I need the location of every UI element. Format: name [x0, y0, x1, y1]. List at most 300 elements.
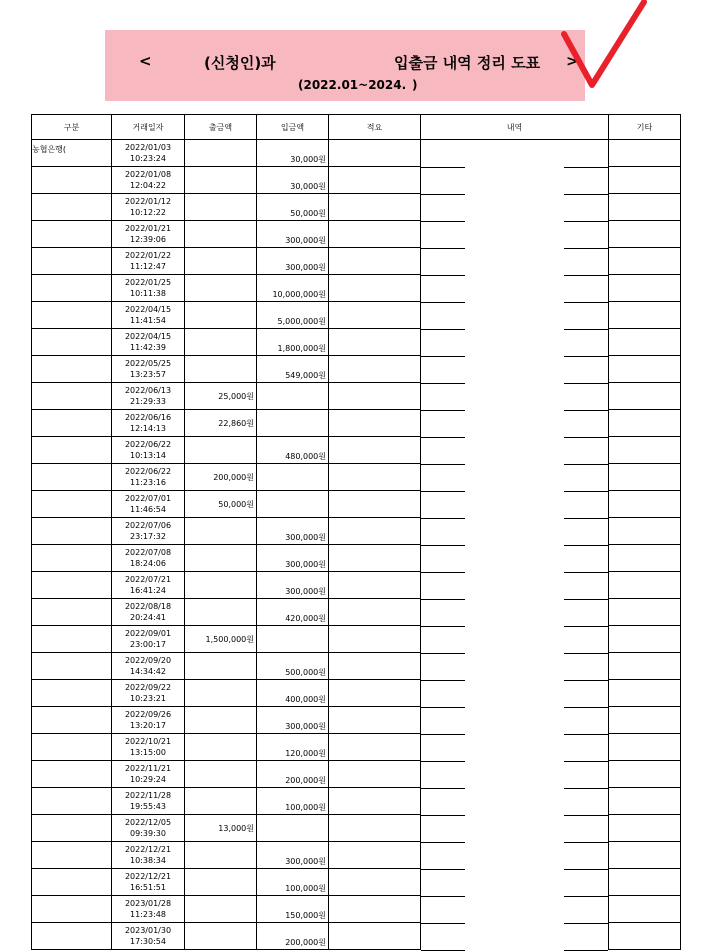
summary-cell: [329, 329, 421, 356]
category-cell: [32, 329, 112, 356]
details-cell: [421, 464, 609, 491]
table-row: [32, 788, 681, 815]
date-cell: [112, 518, 185, 545]
other-cell: [609, 653, 681, 680]
withdrawal-cell: [185, 869, 257, 896]
details-cell: [421, 302, 609, 329]
category-cell: [32, 572, 112, 599]
summary-cell: [329, 815, 421, 842]
deposit-cell: 300,000원: [257, 572, 329, 599]
date-cell: [112, 707, 185, 734]
date-value: 2022/04/15: [124, 332, 172, 341]
summary-cell: [329, 734, 421, 761]
summary-cell: [329, 923, 421, 950]
table-header-row: [32, 115, 681, 140]
date-value: 2022/06/22: [124, 440, 172, 449]
deposit-cell: 50,000원: [257, 194, 329, 221]
summary-cell: [329, 356, 421, 383]
table-row: [32, 707, 681, 734]
details-underline-right: [564, 950, 608, 951]
details-cell: [421, 572, 609, 599]
time-value: 11:12:47: [130, 262, 166, 271]
summary-cell: [329, 626, 421, 653]
table-row: [32, 815, 681, 842]
date-cell: [112, 302, 185, 329]
deposit-cell: 30,000원: [257, 140, 329, 167]
date-value: 2022/01/25: [124, 278, 172, 287]
table-row: [32, 356, 681, 383]
col-header-withdrawal: 출금액: [185, 115, 257, 140]
deposit-cell: 150,000원: [257, 896, 329, 923]
deposit-cell: 400,000원: [257, 680, 329, 707]
category-cell: [32, 356, 112, 383]
summary-cell: [329, 167, 421, 194]
date-value: 2022/12/21: [124, 845, 172, 854]
withdrawal-cell: [185, 680, 257, 707]
time-value: 09:39:30: [130, 829, 166, 838]
category-cell: [32, 302, 112, 329]
summary-cell: [329, 194, 421, 221]
date-cell: [112, 572, 185, 599]
date-cell: [112, 923, 185, 950]
details-cell: [421, 869, 609, 896]
details-cell: [421, 788, 609, 815]
date-cell: [112, 869, 185, 896]
table-row: [32, 329, 681, 356]
summary-cell: [329, 248, 421, 275]
other-cell: [609, 248, 681, 275]
other-cell: [609, 518, 681, 545]
deposit-cell: 300,000원: [257, 221, 329, 248]
category-cell: [32, 761, 112, 788]
category-cell: [32, 707, 112, 734]
category-cell: [32, 626, 112, 653]
other-cell: [609, 815, 681, 842]
summary-cell: [329, 869, 421, 896]
details-cell: [421, 275, 609, 302]
withdrawal-cell: [185, 437, 257, 464]
time-value: 10:11:38: [130, 289, 166, 298]
withdrawal-cell: [185, 788, 257, 815]
time-value: 13:23:57: [130, 370, 166, 379]
date-value: 2022/07/06: [124, 521, 172, 530]
withdrawal-cell: [185, 545, 257, 572]
date-cell: [112, 761, 185, 788]
time-value: 10:23:24: [130, 154, 166, 163]
other-cell: [609, 599, 681, 626]
withdrawal-cell: [185, 248, 257, 275]
time-value: 14:34:42: [130, 667, 166, 676]
details-cell: [421, 680, 609, 707]
table-row: [32, 869, 681, 896]
other-cell: [609, 437, 681, 464]
category-cell: [32, 275, 112, 302]
category-cell: [32, 248, 112, 275]
category-cell: [32, 869, 112, 896]
table-row: [32, 410, 681, 437]
summary-cell: [329, 383, 421, 410]
table-row: [32, 842, 681, 869]
other-cell: [609, 167, 681, 194]
withdrawal-cell: [185, 842, 257, 869]
details-cell: [421, 167, 609, 194]
transaction-table: [31, 114, 681, 950]
date-cell: [112, 221, 185, 248]
title-close-bracket: >: [566, 52, 579, 70]
deposit-cell: 5,000,000원: [257, 302, 329, 329]
withdrawal-cell: 200,000원: [185, 464, 257, 491]
date-value: 2022/08/18: [124, 602, 172, 611]
summary-cell: [329, 518, 421, 545]
summary-cell: [329, 680, 421, 707]
date-value: 2022/04/15: [124, 305, 172, 314]
deposit-cell: [257, 815, 329, 842]
summary-cell: [329, 302, 421, 329]
other-cell: [609, 194, 681, 221]
summary-cell: [329, 896, 421, 923]
date-cell: [112, 626, 185, 653]
deposit-cell: 200,000원: [257, 761, 329, 788]
other-cell: [609, 869, 681, 896]
other-cell: [609, 275, 681, 302]
summary-cell: [329, 761, 421, 788]
withdrawal-cell: [185, 653, 257, 680]
time-value: 11:41:54: [130, 316, 166, 325]
summary-cell: [329, 464, 421, 491]
date-cell: [112, 545, 185, 572]
summary-cell: [329, 545, 421, 572]
date-value: 2022/07/01: [124, 494, 172, 503]
details-cell: [421, 626, 609, 653]
details-cell: [421, 761, 609, 788]
other-cell: [609, 896, 681, 923]
date-cell: [112, 842, 185, 869]
category-cell: [32, 518, 112, 545]
time-value: 12:04:22: [130, 181, 166, 190]
details-cell: [421, 734, 609, 761]
time-value: 17:30:54: [130, 937, 166, 946]
date-value: 2022/09/26: [124, 710, 172, 719]
category-cell: [32, 896, 112, 923]
withdrawal-cell: 13,000원: [185, 815, 257, 842]
deposit-cell: 120,000원: [257, 734, 329, 761]
category-cell: [32, 194, 112, 221]
date-cell: [112, 680, 185, 707]
time-value: 23:00:17: [130, 640, 166, 649]
date-value: 2023/01/30: [124, 926, 172, 935]
withdrawal-cell: 25,000원: [185, 383, 257, 410]
other-cell: [609, 410, 681, 437]
category-cell: [32, 599, 112, 626]
summary-cell: [329, 491, 421, 518]
details-cell: [421, 491, 609, 518]
category-cell: [32, 437, 112, 464]
withdrawal-cell: [185, 599, 257, 626]
deposit-cell: 30,000원: [257, 167, 329, 194]
summary-cell: [329, 653, 421, 680]
other-cell: [609, 302, 681, 329]
details-cell: [421, 194, 609, 221]
details-cell: [421, 518, 609, 545]
withdrawal-cell: [185, 356, 257, 383]
time-value: 16:41:24: [130, 586, 166, 595]
table-row: [32, 923, 681, 950]
deposit-cell: [257, 626, 329, 653]
category-cell: [32, 491, 112, 518]
withdrawal-cell: [185, 194, 257, 221]
title-open-bracket: <: [139, 52, 152, 70]
table-row: [32, 680, 681, 707]
withdrawal-cell: 22,860원: [185, 410, 257, 437]
deposit-cell: [257, 464, 329, 491]
withdrawal-cell: [185, 329, 257, 356]
deposit-cell: [257, 383, 329, 410]
other-cell: [609, 464, 681, 491]
details-cell: [421, 410, 609, 437]
category-cell: [32, 545, 112, 572]
deposit-cell: 480,000원: [257, 437, 329, 464]
date-cell: [112, 815, 185, 842]
time-value: 10:29:24: [130, 775, 166, 784]
other-cell: [609, 626, 681, 653]
category-cell: [32, 842, 112, 869]
time-value: 10:13:14: [130, 451, 166, 460]
date-value: 2022/06/22: [124, 467, 172, 476]
deposit-cell: 300,000원: [257, 518, 329, 545]
withdrawal-cell: [185, 707, 257, 734]
category-cell: [32, 734, 112, 761]
col-header-deposit: 입금액: [257, 115, 329, 140]
date-cell: [112, 464, 185, 491]
col-header-summary: 적요: [329, 115, 421, 140]
time-value: 12:39:06: [130, 235, 166, 244]
date-value: 2022/12/05: [124, 818, 172, 827]
deposit-cell: 100,000원: [257, 788, 329, 815]
other-cell: [609, 707, 681, 734]
summary-cell: [329, 140, 421, 167]
deposit-cell: 500,000원: [257, 653, 329, 680]
table-row: [32, 167, 681, 194]
time-value: 12:14:13: [130, 424, 166, 433]
details-cell: [421, 356, 609, 383]
details-cell: [421, 140, 609, 167]
deposit-cell: 300,000원: [257, 248, 329, 275]
time-value: 23:17:32: [130, 532, 166, 541]
other-cell: [609, 383, 681, 410]
period-close: ): [412, 78, 418, 92]
deposit-cell: 300,000원: [257, 842, 329, 869]
other-cell: [609, 734, 681, 761]
date-value: 2022/05/25: [124, 359, 172, 368]
other-cell: [609, 923, 681, 950]
other-cell: [609, 545, 681, 572]
other-cell: [609, 491, 681, 518]
date-value: 2022/10/21: [124, 737, 172, 746]
date-value: 2022/07/08: [124, 548, 172, 557]
date-cell: [112, 599, 185, 626]
time-value: 10:23:21: [130, 694, 166, 703]
withdrawal-cell: 1,500,000원: [185, 626, 257, 653]
other-cell: [609, 842, 681, 869]
table-row: [32, 221, 681, 248]
deposit-cell: 200,000원: [257, 923, 329, 950]
time-value: 13:15:00: [130, 748, 166, 757]
withdrawal-cell: [185, 761, 257, 788]
col-header-category: 구분: [32, 115, 112, 140]
time-value: 19:55:43: [130, 802, 166, 811]
time-value: 11:23:48: [130, 910, 166, 919]
details-cell: [421, 329, 609, 356]
withdrawal-cell: [185, 221, 257, 248]
deposit-cell: [257, 491, 329, 518]
details-cell: [421, 653, 609, 680]
withdrawal-cell: [185, 734, 257, 761]
category-cell: [32, 680, 112, 707]
date-value: 2022/06/16: [124, 413, 172, 422]
time-value: 11:42:39: [130, 343, 166, 352]
summary-cell: [329, 437, 421, 464]
withdrawal-cell: 50,000원: [185, 491, 257, 518]
table-row: [32, 599, 681, 626]
date-value: 2022/01/21: [124, 224, 172, 233]
table-row: [32, 491, 681, 518]
table-row: [32, 194, 681, 221]
other-cell: [609, 788, 681, 815]
date-cell: [112, 194, 185, 221]
date-value: 2022/01/03: [124, 143, 172, 152]
withdrawal-cell: [185, 572, 257, 599]
date-value: 2022/11/21: [124, 764, 172, 773]
time-value: 21:29:33: [130, 397, 166, 406]
time-value: 18:24:06: [130, 559, 166, 568]
date-value: 2022/07/21: [124, 575, 172, 584]
date-value: 2022/09/20: [124, 656, 172, 665]
details-cell: [421, 437, 609, 464]
other-cell: [609, 680, 681, 707]
table-row: [32, 653, 681, 680]
date-value: 2022/09/22: [124, 683, 172, 692]
table-row: [32, 275, 681, 302]
table-row: [32, 464, 681, 491]
date-value: 2022/11/28: [124, 791, 172, 800]
table-row: [32, 518, 681, 545]
category-cell: [32, 923, 112, 950]
time-value: 10:12:22: [130, 208, 166, 217]
table-row: [32, 140, 681, 167]
date-cell: [112, 167, 185, 194]
details-cell: [421, 707, 609, 734]
details-cell: [421, 815, 609, 842]
date-cell: [112, 437, 185, 464]
table-row: [32, 545, 681, 572]
period-label: (2022.01~2024.: [298, 78, 407, 92]
date-value: 2023/01/28: [124, 899, 172, 908]
deposit-cell: 420,000원: [257, 599, 329, 626]
category-cell: 농협은행(: [32, 140, 112, 167]
other-cell: [609, 329, 681, 356]
date-value: 2022/01/08: [124, 170, 172, 179]
other-cell: [609, 572, 681, 599]
date-cell: [112, 896, 185, 923]
summary-cell: [329, 221, 421, 248]
date-value: 2022/09/01: [124, 629, 172, 638]
withdrawal-cell: [185, 302, 257, 329]
col-header-date: 거래일자: [112, 115, 185, 140]
applicant-label: (신청인)과: [204, 54, 276, 72]
category-cell: [32, 167, 112, 194]
deposit-cell: 10,000,000원: [257, 275, 329, 302]
table-row: [32, 896, 681, 923]
date-value: 2022/06/13: [124, 386, 172, 395]
date-value: 2022/01/22: [124, 251, 172, 260]
summary-cell: [329, 410, 421, 437]
other-cell: [609, 761, 681, 788]
table-row: [32, 248, 681, 275]
time-value: 20:24:41: [130, 613, 166, 622]
deposit-cell: 100,000원: [257, 869, 329, 896]
deposit-cell: 300,000원: [257, 707, 329, 734]
document-title: 입출금 내역 정리 도표: [394, 54, 541, 72]
table-row: [32, 383, 681, 410]
details-cell: [421, 248, 609, 275]
details-cell: [421, 383, 609, 410]
time-value: 11:23:16: [130, 478, 166, 487]
date-cell: [112, 734, 185, 761]
details-cell: [421, 896, 609, 923]
details-cell: [421, 599, 609, 626]
category-cell: [32, 788, 112, 815]
details-cell: [421, 842, 609, 869]
summary-cell: [329, 599, 421, 626]
deposit-cell: [257, 410, 329, 437]
date-cell: [112, 140, 185, 167]
date-cell: [112, 788, 185, 815]
date-cell: [112, 275, 185, 302]
deposit-cell: 300,000원: [257, 545, 329, 572]
details-cell: [421, 545, 609, 572]
date-cell: [112, 248, 185, 275]
date-cell: [112, 383, 185, 410]
summary-cell: [329, 842, 421, 869]
checkmark-icon: [560, 0, 660, 95]
category-cell: [32, 221, 112, 248]
time-value: 13:20:17: [130, 721, 166, 730]
table-row: [32, 572, 681, 599]
summary-cell: [329, 707, 421, 734]
summary-cell: [329, 275, 421, 302]
table-row: [32, 437, 681, 464]
category-cell: [32, 464, 112, 491]
time-value: 16:51:51: [130, 883, 166, 892]
withdrawal-cell: [185, 140, 257, 167]
withdrawal-cell: [185, 167, 257, 194]
details-underline-left: [421, 950, 465, 951]
date-cell: [112, 329, 185, 356]
summary-cell: [329, 572, 421, 599]
table-row: [32, 734, 681, 761]
withdrawal-cell: [185, 896, 257, 923]
time-value: 11:46:54: [130, 505, 166, 514]
withdrawal-cell: [185, 518, 257, 545]
other-cell: [609, 140, 681, 167]
deposit-cell: 1,800,000원: [257, 329, 329, 356]
other-cell: [609, 221, 681, 248]
col-header-other: 기타: [609, 115, 681, 140]
other-cell: [609, 356, 681, 383]
category-cell: [32, 410, 112, 437]
withdrawal-cell: [185, 923, 257, 950]
details-cell: [421, 923, 609, 950]
